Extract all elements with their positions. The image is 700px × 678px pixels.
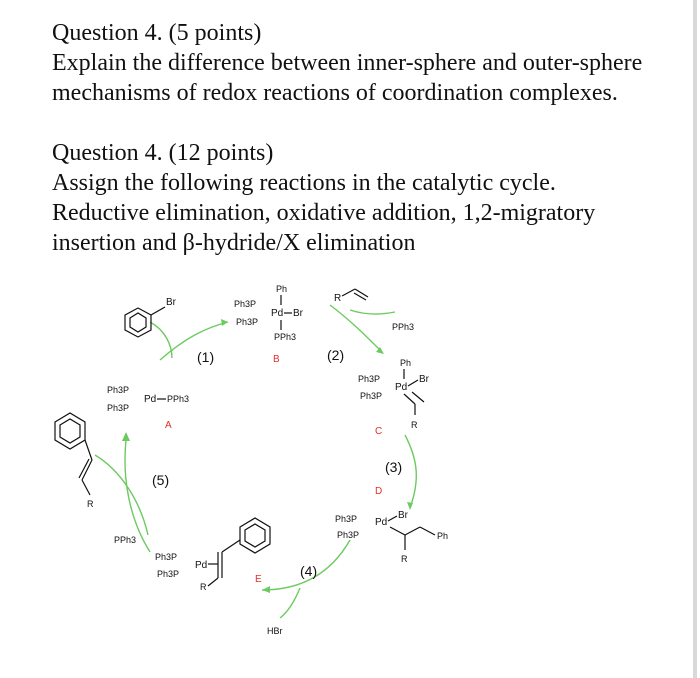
arrow-product-out bbox=[95, 455, 148, 535]
svg-text:Pd: Pd bbox=[395, 382, 408, 393]
svg-text:Ph3P: Ph3P bbox=[335, 514, 358, 524]
svg-text:Pd: Pd bbox=[195, 560, 208, 571]
question-a-line2: mechanisms of redox reactions of coordination complexes. bbox=[52, 80, 618, 106]
product-r: R bbox=[87, 499, 94, 509]
question-b-line3: insertion and β-hydride/X elimination bbox=[52, 230, 416, 256]
svg-text:Ph3P: Ph3P bbox=[107, 385, 130, 395]
arrow-hbr-out bbox=[280, 588, 300, 618]
svg-text:Br: Br bbox=[419, 374, 429, 385]
arrow-step-1 bbox=[160, 322, 228, 360]
step-1: (1) bbox=[197, 349, 215, 365]
complex-c bbox=[358, 358, 430, 430]
svg-text:Ph3P: Ph3P bbox=[236, 317, 259, 327]
svg-text:Ph: Ph bbox=[276, 284, 288, 294]
label-e: E bbox=[255, 574, 262, 585]
alkene-reagent bbox=[334, 289, 368, 304]
complex-a bbox=[107, 385, 189, 413]
label-d: D bbox=[375, 486, 383, 497]
svg-text:Br: Br bbox=[293, 308, 303, 319]
alkene-r: R bbox=[334, 293, 342, 304]
cycle-arrows bbox=[95, 305, 416, 618]
svg-text:PPh3: PPh3 bbox=[274, 332, 297, 342]
complex-b bbox=[234, 284, 304, 342]
svg-text:Pd: Pd bbox=[271, 308, 284, 319]
arrow-pph3-out bbox=[350, 310, 395, 314]
aryl-bromide bbox=[125, 297, 177, 337]
step-5: (5) bbox=[152, 472, 170, 488]
svg-text:Pd: Pd bbox=[375, 517, 388, 528]
svg-text:R: R bbox=[411, 420, 418, 430]
label-a: A bbox=[165, 420, 172, 431]
svg-text:R: R bbox=[401, 554, 408, 564]
label-c: C bbox=[375, 426, 383, 437]
step-3: (3) bbox=[385, 459, 403, 475]
label-b: B bbox=[273, 354, 280, 365]
pph3-leaving: PPh3 bbox=[392, 322, 415, 332]
svg-text:Ph3P: Ph3P bbox=[358, 374, 381, 384]
hbr-leaving: HBr bbox=[267, 626, 283, 636]
styrene-product bbox=[55, 413, 94, 509]
arrow-step-3 bbox=[405, 435, 416, 508]
svg-text:Ph: Ph bbox=[400, 358, 412, 368]
complex-d bbox=[335, 510, 448, 564]
step-2: (2) bbox=[327, 347, 345, 363]
svg-text:Ph3P: Ph3P bbox=[337, 530, 360, 540]
svg-text:Ph3P: Ph3P bbox=[107, 403, 130, 413]
pph3-entering: PPh3 bbox=[114, 535, 137, 545]
svg-text:Ph3P: Ph3P bbox=[157, 569, 180, 579]
svg-text:Ph3P: Ph3P bbox=[155, 552, 178, 562]
svg-text:Br: Br bbox=[398, 510, 408, 521]
svg-text:PPh3: PPh3 bbox=[167, 394, 190, 404]
question-b-line2: Reductive elimination, oxidative addition, 1,2-migratory bbox=[52, 200, 596, 226]
complex-e bbox=[155, 518, 270, 592]
svg-text:Ph3P: Ph3P bbox=[234, 299, 257, 309]
svg-text:Ph: Ph bbox=[437, 531, 449, 541]
question-b-line1: Assign the following reactions in the catalytic cycle. bbox=[52, 170, 556, 196]
question-a-title: Question 4. (5 points) bbox=[52, 20, 262, 46]
question-a-line1: Explain the difference between inner-sphere and outer-sphere bbox=[52, 50, 643, 76]
svg-text:Ph3P: Ph3P bbox=[360, 391, 383, 401]
svg-text:R: R bbox=[200, 582, 207, 592]
aryl-br: Br bbox=[166, 297, 176, 308]
question-b-title: Question 4. (12 points) bbox=[52, 140, 274, 166]
step-4: (4) bbox=[300, 563, 318, 579]
svg-text:Pd: Pd bbox=[144, 394, 157, 405]
